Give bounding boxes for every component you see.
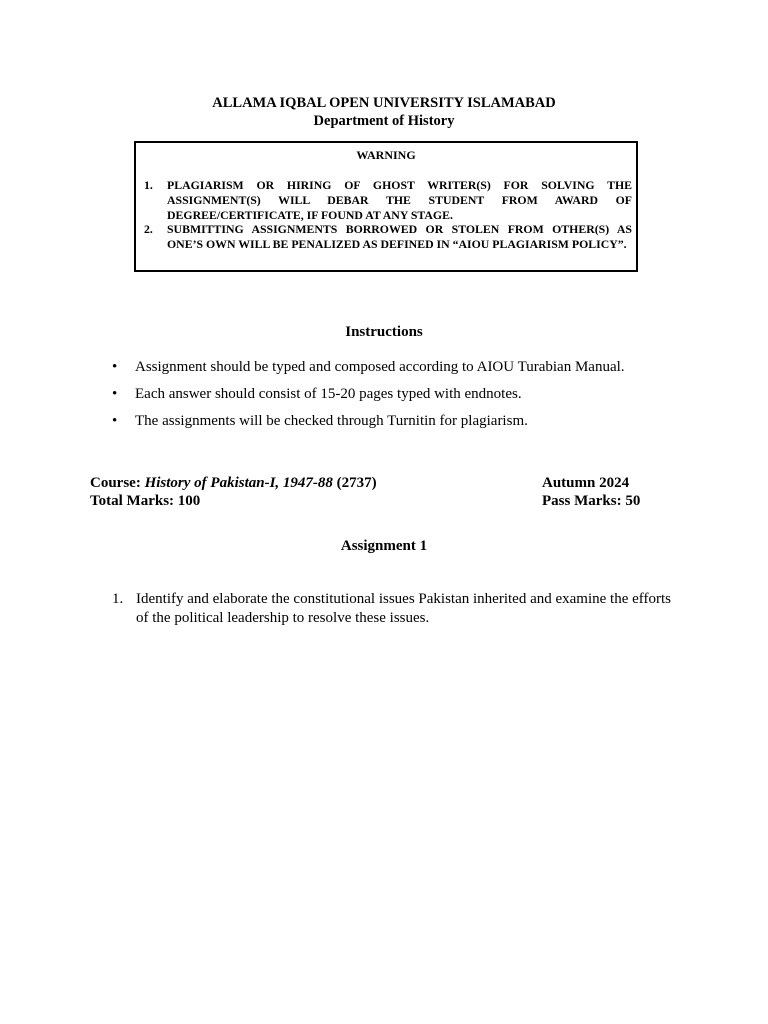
course-code: (2737) <box>332 475 377 491</box>
warning-item-text: SUBMITTING ASSIGNMENTS BORROWED OR STOLEN FROM OTHER(S) AS ONE’S OWN WILL BE PENALIZED AS DEFINED IN “AIOU PLAGIARISM POLICY”. <box>167 222 632 252</box>
instruction-text: Each answer should consist of 15-20 pages typed with endnotes. <box>135 386 522 402</box>
semester: Autumn 2024 <box>542 475 630 491</box>
warning-title: WARNING <box>356 148 416 162</box>
instructions-list <box>112 357 712 438</box>
instruction-item <box>112 411 712 431</box>
warning-item <box>144 178 632 222</box>
total-marks: Total Marks: 100 <box>90 493 201 509</box>
course-label: Course: <box>90 475 145 491</box>
question-item <box>112 590 682 628</box>
question-number: 1. <box>112 591 124 607</box>
question-list <box>112 590 682 628</box>
warning-item-number: 2. <box>144 222 153 237</box>
department-name: Department of History <box>313 113 455 129</box>
course-info <box>90 474 377 492</box>
pass-marks: Pass Marks: 50 <box>542 493 641 509</box>
bullet-icon: • <box>112 413 118 429</box>
instructions-heading: Instructions <box>345 324 423 340</box>
instruction-text: The assignments will be checked through Turnitin for plagiarism. <box>135 413 528 429</box>
instruction-item <box>112 357 712 377</box>
assignment-heading: Assignment 1 <box>340 538 428 554</box>
warning-item-number: 1. <box>144 178 153 192</box>
warning-item-text: PLAGIARISM OR HIRING OF GHOST WRITER(S) FOR SOLVING THE ASSIGNMENT(S) WILL DEBAR THE STUDENT FROM AWARD OF DEGREE/CERTIFICATE, IF FOUND AT ANY STAGE. <box>167 178 632 222</box>
bullet-icon: • <box>112 386 118 402</box>
instruction-text: Assignment should be typed and composed according to AIOU Turabian Manual. <box>135 359 625 375</box>
university-name: ALLAMA IQBAL OPEN UNIVERSITY ISLAMABAD <box>212 95 556 111</box>
instruction-item <box>112 384 712 404</box>
bullet-icon: • <box>112 359 118 375</box>
warning-box <box>134 141 638 272</box>
course-title: History of Pakistan-I, 1947-88 <box>144 475 333 491</box>
warning-item <box>144 222 632 252</box>
question-text: Identify and elaborate the constitutional issues Pakistan inherited and examine the efforts of the political leadership to resolve these issues. <box>136 591 671 626</box>
warning-list <box>144 178 632 252</box>
